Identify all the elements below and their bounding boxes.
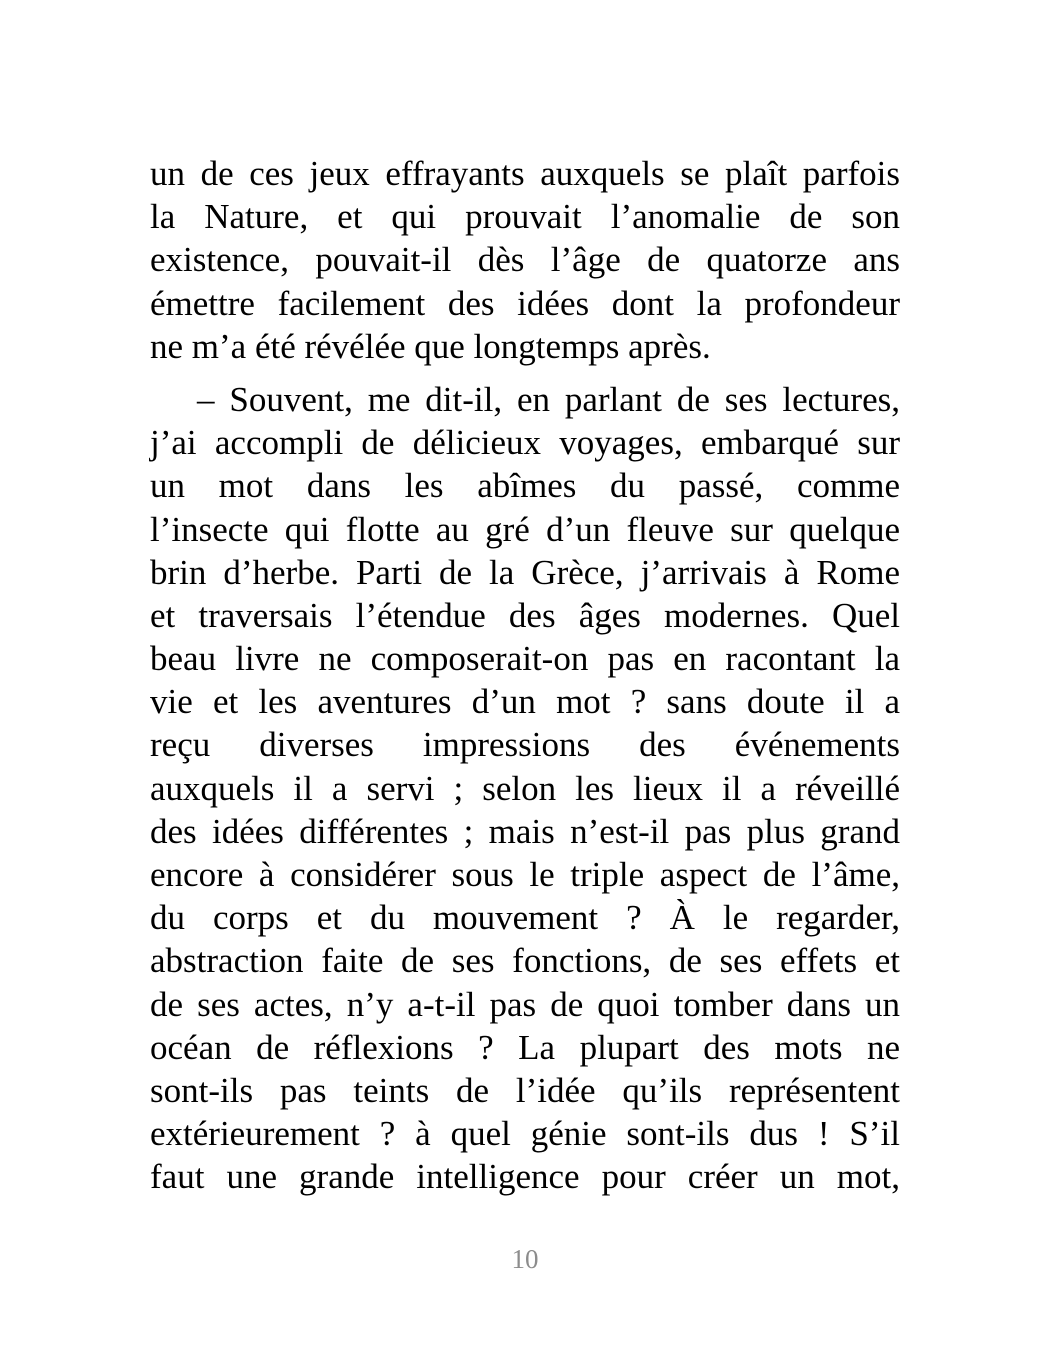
text-line: brin d’herbe. Parti de la Grèce, j’arrivais à Rome — [150, 552, 900, 592]
text-line: encore à considérer sous le triple aspect de l’âme, — [150, 855, 900, 894]
text-line: des idées différentes ; mais n’est-il pas plus grand — [150, 811, 900, 851]
page-number: 10 — [511, 1244, 539, 1274]
paragraph-1 — [150, 152, 900, 368]
text-line: j’ai accompli de délicieux voyages, embarqué sur — [150, 423, 900, 463]
text-line: auxquels il a servi ; selon les lieux il a réveillé — [150, 768, 900, 808]
text-line: extérieurement ? à quel génie sont-ils dus ! S’il — [150, 1114, 900, 1154]
text-line: un mot dans les abîmes du passé, comme — [150, 466, 900, 506]
text-line: émettre facilement des idées dont la profondeur — [150, 283, 900, 323]
text-line: ne m’a été révélée que longtemps après. — [150, 326, 711, 366]
text-line: océan de réflexions ? La plupart des mots ne — [150, 1027, 900, 1067]
text-line: du corps et du mouvement ? À le regarder, — [150, 898, 900, 938]
text-line: reçu diverses impressions des événements — [150, 725, 900, 765]
text-line: existence, pouvait-il dès l’âge de quatorze ans — [150, 240, 900, 280]
text-line: abstraction faite de ses fonctions, de ses effets et — [150, 941, 900, 981]
text-line: la Nature, et qui prouvait l’anomalie de son — [150, 197, 900, 237]
text-line: et traversais l’étendue des âges modernes. Quel — [150, 595, 900, 635]
text-line: – Souvent, me dit-il, en parlant de ses lectures, — [197, 379, 900, 419]
text-line: faut une grande intelligence pour créer un mot, — [150, 1157, 900, 1197]
text-line: un de ces jeux effrayants auxquels se plaît parfois — [150, 154, 900, 193]
text-line: sont-ils pas teints de l’idée qu’ils représentent — [150, 1070, 900, 1110]
text-line: de ses actes, n’y a-t-il pas de quoi tomber dans un — [150, 984, 900, 1024]
text-line: beau livre ne composerait-on pas en racontant la — [150, 639, 900, 679]
text-line: vie et les aventures d’un mot ? sans doute il a — [150, 682, 900, 722]
body-text — [150, 152, 900, 1199]
paragraph-2 — [150, 378, 900, 1199]
text-line: l’insecte qui flotte au gré d’un fleuve sur quelque — [150, 509, 900, 549]
